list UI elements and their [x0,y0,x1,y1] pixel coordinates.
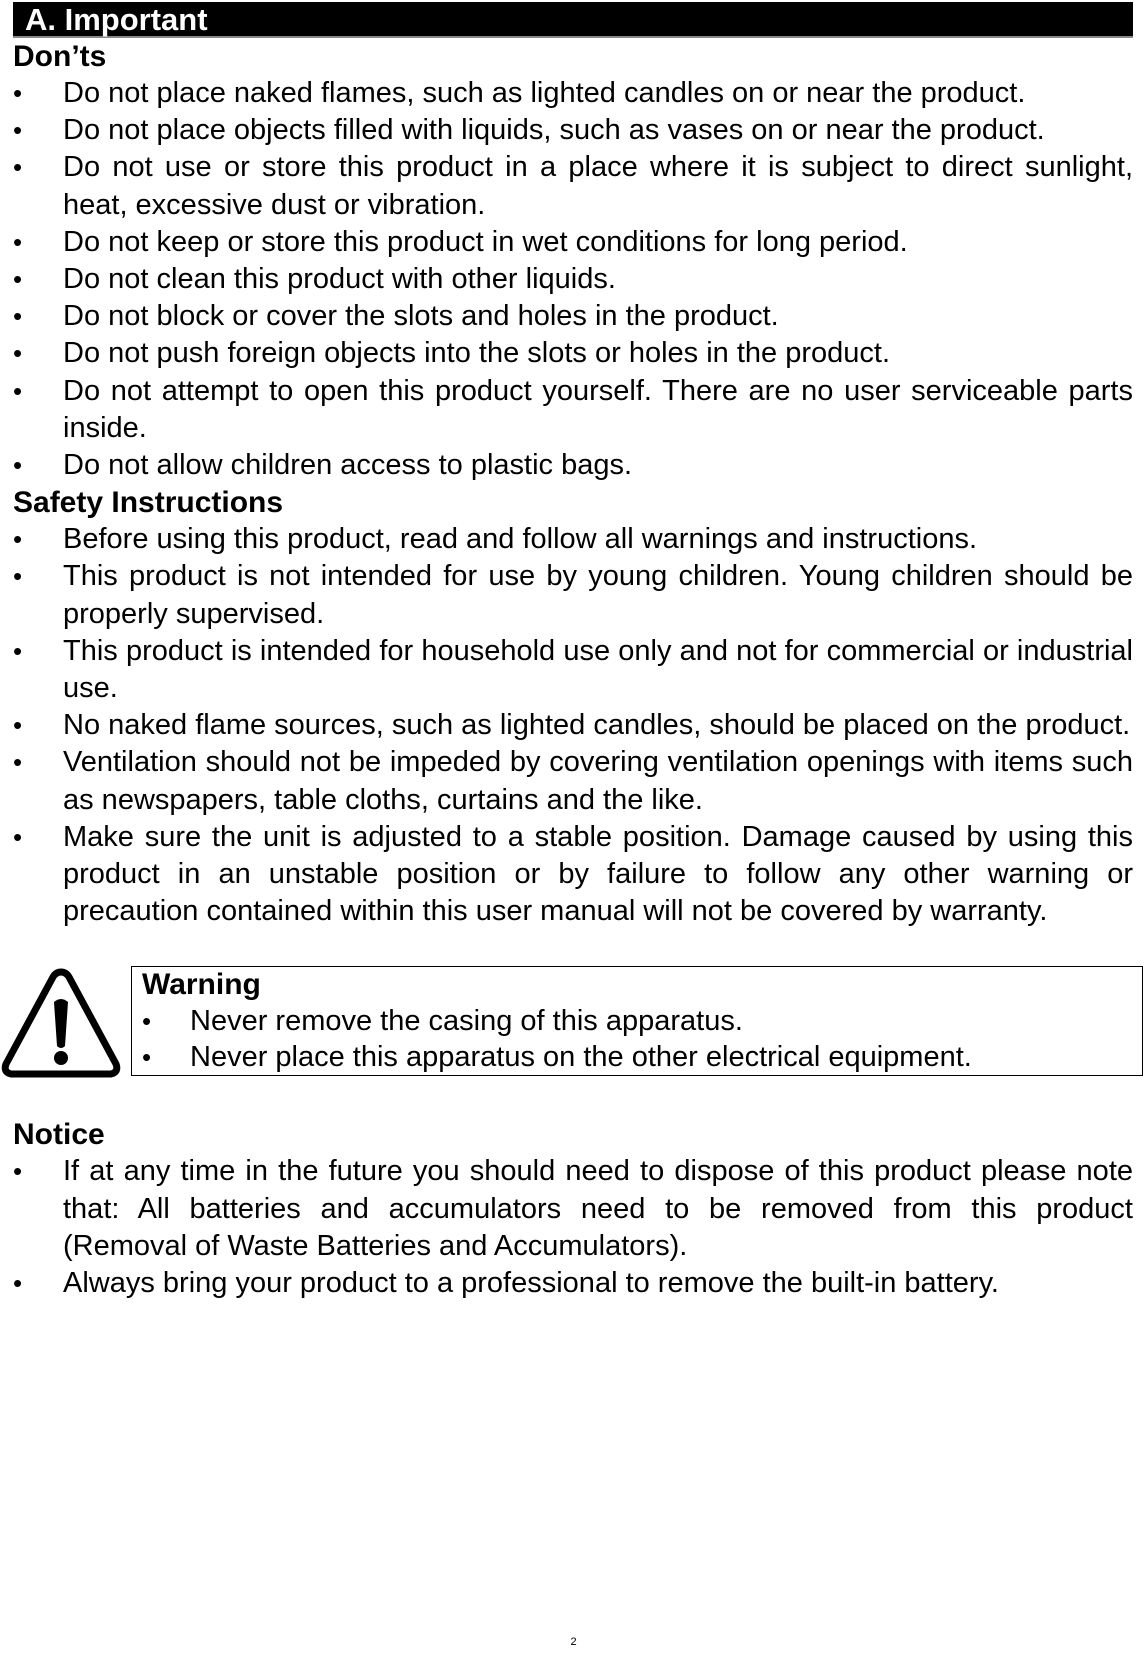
list-item: • This product is not intended for use by young children. Young children should be properly supervised. [13,560,1133,630]
spacer [13,930,1133,966]
bullet-icon: • [13,524,23,555]
list-item: • Do not clean this product with other liquids. [13,261,1133,298]
list-item: • No naked flame sources, such as lighted candles, should be placed on the product. [13,707,1133,744]
safety-heading: Safety Instructions [13,486,284,520]
spacer [13,1080,1133,1116]
warning-block [13,966,1133,1080]
list-item: • Ventilation should not be impeded by covering ventilation openings with items such as newspapers, table cloths, curtains and the like. [13,746,1133,816]
donts-heading: Don’ts [13,40,107,73]
bullet-icon: • [13,115,23,146]
bullet-icon: • [13,1268,23,1299]
bullet-icon: • [142,1042,152,1073]
list-item: • Do not keep or store this product in wet conditions for long period. [13,224,1133,261]
donts-list [13,75,1133,484]
bullet-icon: • [13,821,23,852]
warning-list [142,1003,1142,1075]
warning-box [131,966,1143,1076]
safety-list [13,521,1133,930]
list-item: • Never remove the casing of this apparatus. [142,1005,743,1038]
bullet-icon: • [13,375,23,406]
warning-heading: Warning [142,968,261,1002]
bullet-icon: • [13,747,23,778]
list-item: • This product is intended for household use only and not for commercial or industrial use. [13,634,1133,705]
bullet-icon: • [13,635,23,666]
bullet-icon: • [13,152,23,183]
bullet-icon: • [13,226,23,257]
list-item: • Do not place naked flames, such as lighted candles on or near the product. [13,75,1133,112]
bullet-icon: • [13,78,23,108]
section-title: A. Important [13,2,1133,38]
list-item: • Do not place objects filled with liquids, such as vases on or near the product. [13,112,1133,149]
list-item: • Do not attempt to open this product yourself. There are no user serviceable parts inside. [13,374,1133,444]
bullet-icon: • [13,1156,23,1187]
bullet-icon: • [13,301,23,332]
notice-list [13,1153,1133,1302]
list-item: • Do not block or cover the slots and holes in the product. [13,298,1133,335]
bullet-icon: • [13,338,23,369]
list-item: • Make sure the unit is adjusted to a stable position. Damage caused by using this product in an unstable position or by failure to follow any other warning or precaution contained within this user manual will not be covered by warranty. [13,820,1133,928]
document-page [13,0,1133,1302]
list-item: • Always bring your product to a professional to remove the built-in battery. [13,1265,1133,1302]
bullet-icon: • [13,450,23,481]
bullet-icon: • [142,1006,152,1037]
warning-triangle-icon [0,966,122,1080]
list-item: • Before using this product, read and follow all warnings and instructions. [13,521,1133,558]
list-item: • Never place this apparatus on the other electrical equipment. [142,1041,972,1074]
notice-heading: Notice [13,1118,105,1152]
bullet-icon: • [13,264,23,295]
bullet-icon: • [13,561,23,592]
list-item: • Do not use or store this product in a place where it is subject to direct sunlight, heat, excessive dust or vibration. [13,151,1133,221]
list-item: • Do not allow children access to plastic bags. [13,447,1133,484]
page-number: 2 [570,1636,577,1648]
list-item: • Do not push foreign objects into the slots or holes in the product. [13,335,1133,372]
list-item: • If at any time in the future you should need to dispose of this product please note that: All batteries and accumulators need to be removed from this product (Removal of Waste Batteries and Accumulators). [13,1155,1133,1262]
bullet-icon: • [13,710,23,741]
